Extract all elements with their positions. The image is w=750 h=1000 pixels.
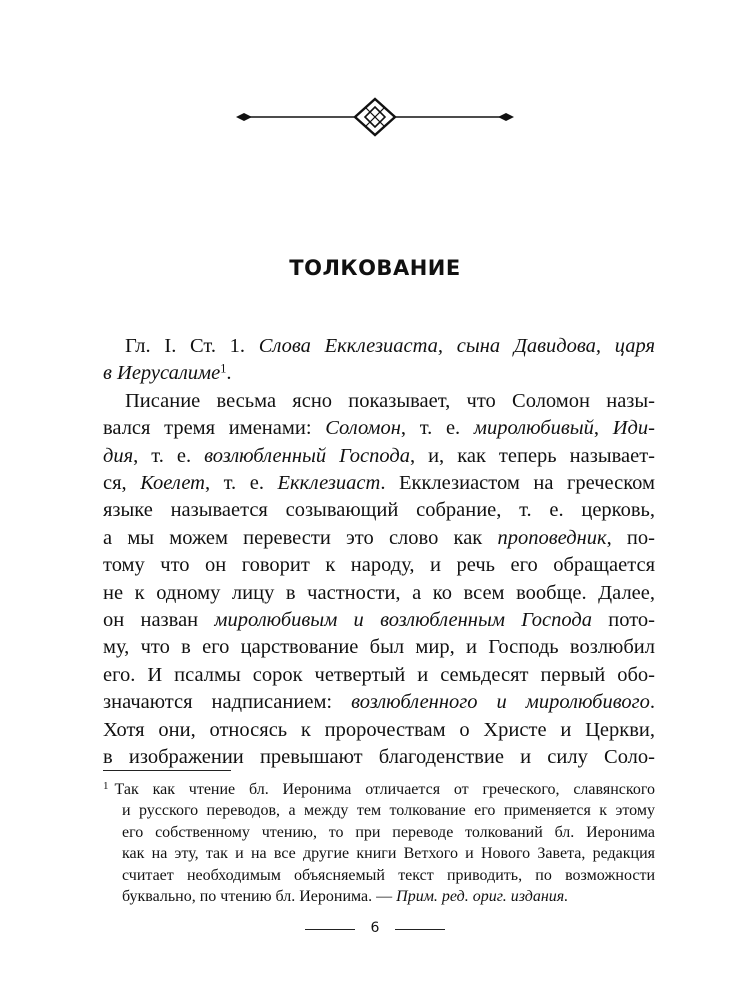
text-line: му, что в его царствование был мир, и Господь возлюбил (103, 636, 655, 659)
text-line: в Иерусалиме$^1$. (103, 361, 232, 385)
text-line: Гл. I. Ст. 1. Слова Екклезиаста, сына Давидова, царя (125, 335, 655, 357)
footnote-line: считает необходимым объясняемый текст приводить, по возможности (122, 866, 655, 884)
text-line: тому что он говорит к народу, и речь его обращается (103, 554, 655, 577)
footnote-rule (103, 770, 231, 771)
page-footer (305, 918, 445, 942)
text-line: а мы можем перевести это слово как проповедник, по- (103, 526, 655, 549)
text-line: ся, Коелет, т. е. Екклезиаст. Екклезиастом на греческом (103, 472, 655, 495)
text-line: его. И псалмы сорок четвертый и семьдесят первый обо- (103, 663, 655, 686)
footnote-line: и русского переводов, а между тем толкование его применяется к этому (122, 802, 655, 820)
text-line: значаются надписанием: возлюбленного и миролюбивого. (103, 691, 655, 714)
footnote-reference: 1 (220, 361, 227, 376)
text-line: дия, т. е. возлюбленный Господа, и, как теперь называет- (103, 444, 655, 467)
text-line: языке называется созывающий собрание, т. е. церковь, (103, 499, 655, 522)
text-line: Хотя они, относясь к пророчествам о Христе и Церкви, (103, 718, 655, 741)
text-line: вался тремя именами: Соломон, т. е. миролюбивый, Иди- (103, 417, 655, 440)
text-line: в изображении превышают благоденствие и силу Соло- (103, 746, 655, 769)
footnote-line: его собственному чтению, то при переводе толкований бл. Иеронима (122, 823, 655, 841)
footnote-line: $^1$ Так как чтение бл. Иеронима отличается от греческого, славянского (103, 780, 655, 798)
footer-rule-right (395, 929, 445, 930)
text-line: он назван миролюбивым и возлюбленным Господа пото- (103, 609, 655, 632)
text-line: Писание весьма ясно показывает, что Соломон назы- (125, 389, 655, 412)
text-line: не к одному лицу в частности, а ко всем вообще. Далее, (103, 581, 655, 604)
footnote-line: как на эту, так и на все другие книги Ветхого и Нового Завета, редакция (122, 845, 655, 863)
page-number: 6 (370, 920, 380, 936)
section-heading: ТОЛКОВАНИЕ (289, 256, 461, 280)
footnote-mark: 1 (103, 780, 109, 792)
footnote (103, 776, 655, 907)
commentary-text (103, 333, 655, 772)
ornament-divider (232, 96, 518, 138)
footnote-line: буквально, по чтению бл. Иеронима. — Прим. ред. ориг. издания. (122, 888, 569, 906)
